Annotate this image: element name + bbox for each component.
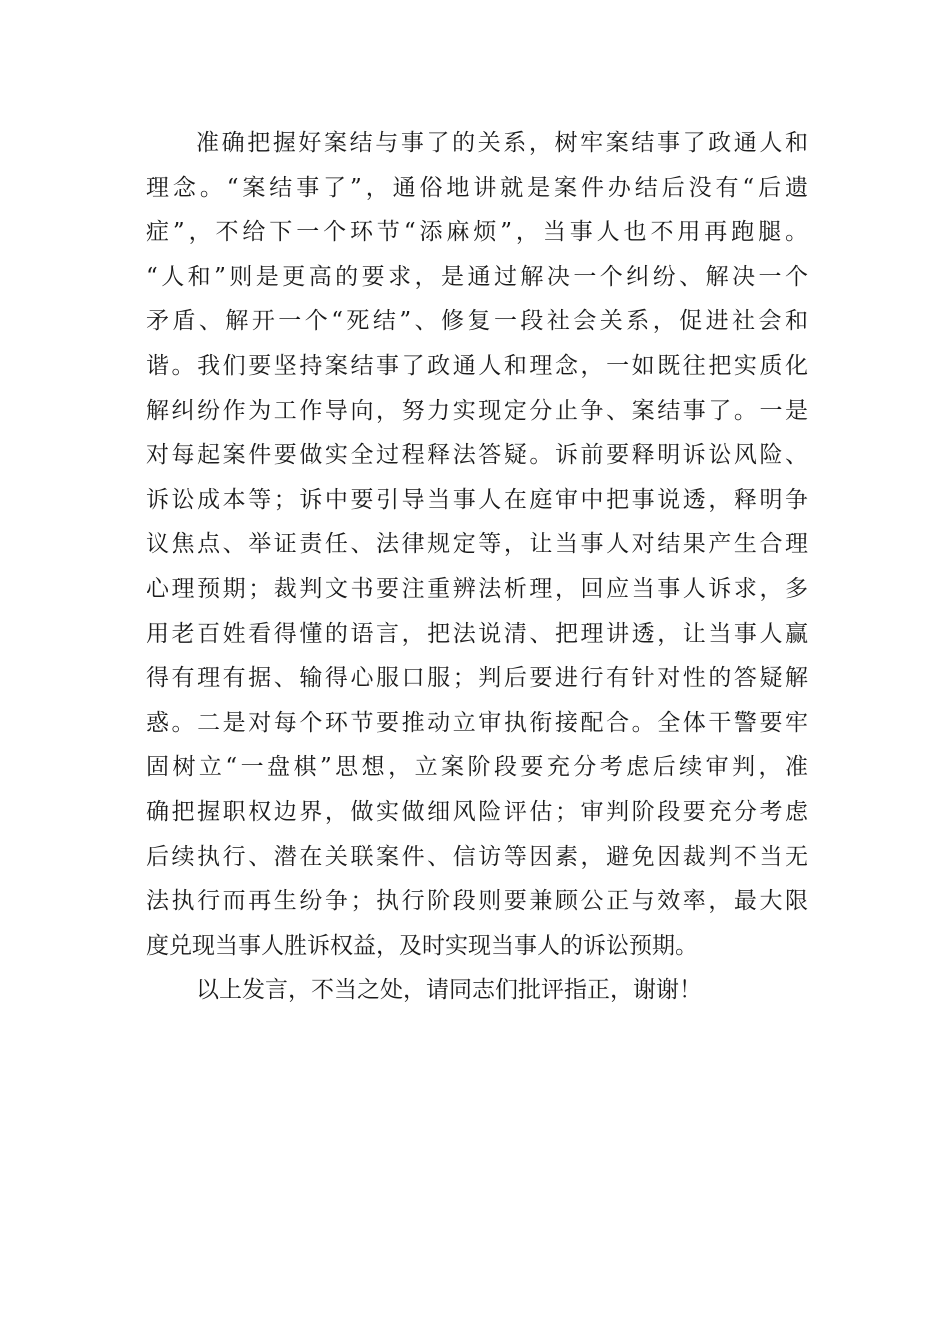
text-line: 症”，不给下一个环节“添麻烦”，当事人也不用再跑腿。 <box>146 219 808 246</box>
text-line: “人和”则是更高的要求，是通过解决一个纠纷、解决一个 <box>146 263 808 290</box>
text-line: 用老百姓看得懂的语言，把法说清、把理讲透，让当事人赢 <box>146 620 808 647</box>
paragraph-2 <box>146 968 808 1013</box>
text-line: 得有理有据、输得心服口服；判后要进行有针对性的答疑解 <box>146 665 808 692</box>
text-line: 理念。“案结事了”，通俗地讲就是案件办结后没有“后遗 <box>146 174 808 201</box>
document-body <box>146 121 808 1013</box>
text-line: 对每起案件要做实全过程释法答疑。诉前要释明诉讼风险、 <box>146 442 808 469</box>
text-line: 后续执行、潜在关联案件、信访等因素，避免因裁判不当无 <box>146 843 808 870</box>
text-line: 固树立“一盘棋”思想，立案阶段要充分考虑后续审判，准 <box>146 754 808 781</box>
text-line: 确把握职权边界，做实做细风险评估；审判阶段要充分考虑 <box>146 798 808 825</box>
text-line: 议焦点、举证责任、法律规定等，让当事人对结果产生合理 <box>146 531 808 558</box>
text-line: 解纠纷作为工作导向，努力实现定分止争、案结事了。一是 <box>146 397 808 424</box>
text-line: 度兑现当事人胜诉权益，及时实现当事人的诉讼预期。 <box>146 932 698 959</box>
text-line: 心理预期；裁判文书要注重辨法析理，回应当事人诉求，多 <box>146 575 808 602</box>
paragraph-1 <box>146 121 808 968</box>
text-line: 诉讼成本等；诉中要引导当事人在庭审中把事说透，释明争 <box>146 486 808 513</box>
closing-line: 以上发言，不当之处，请同志们批评指正，谢谢！ <box>196 977 702 1004</box>
text-line: 谐。我们要坚持案结事了政通人和理念，一如既往把实质化 <box>146 352 808 379</box>
text-line: 准确把握好案结与事了的关系，树牢案结事了政通人和 <box>196 130 808 156</box>
text-line: 法执行而再生纷争；执行阶段则要兼顾公正与效率，最大限 <box>146 888 808 915</box>
text-line: 矛盾、解开一个“死结”、修复一段社会关系，促进社会和 <box>146 308 808 335</box>
text-line: 惑。二是对每个环节要推动立审执衔接配合。全体干警要牢 <box>146 709 808 736</box>
